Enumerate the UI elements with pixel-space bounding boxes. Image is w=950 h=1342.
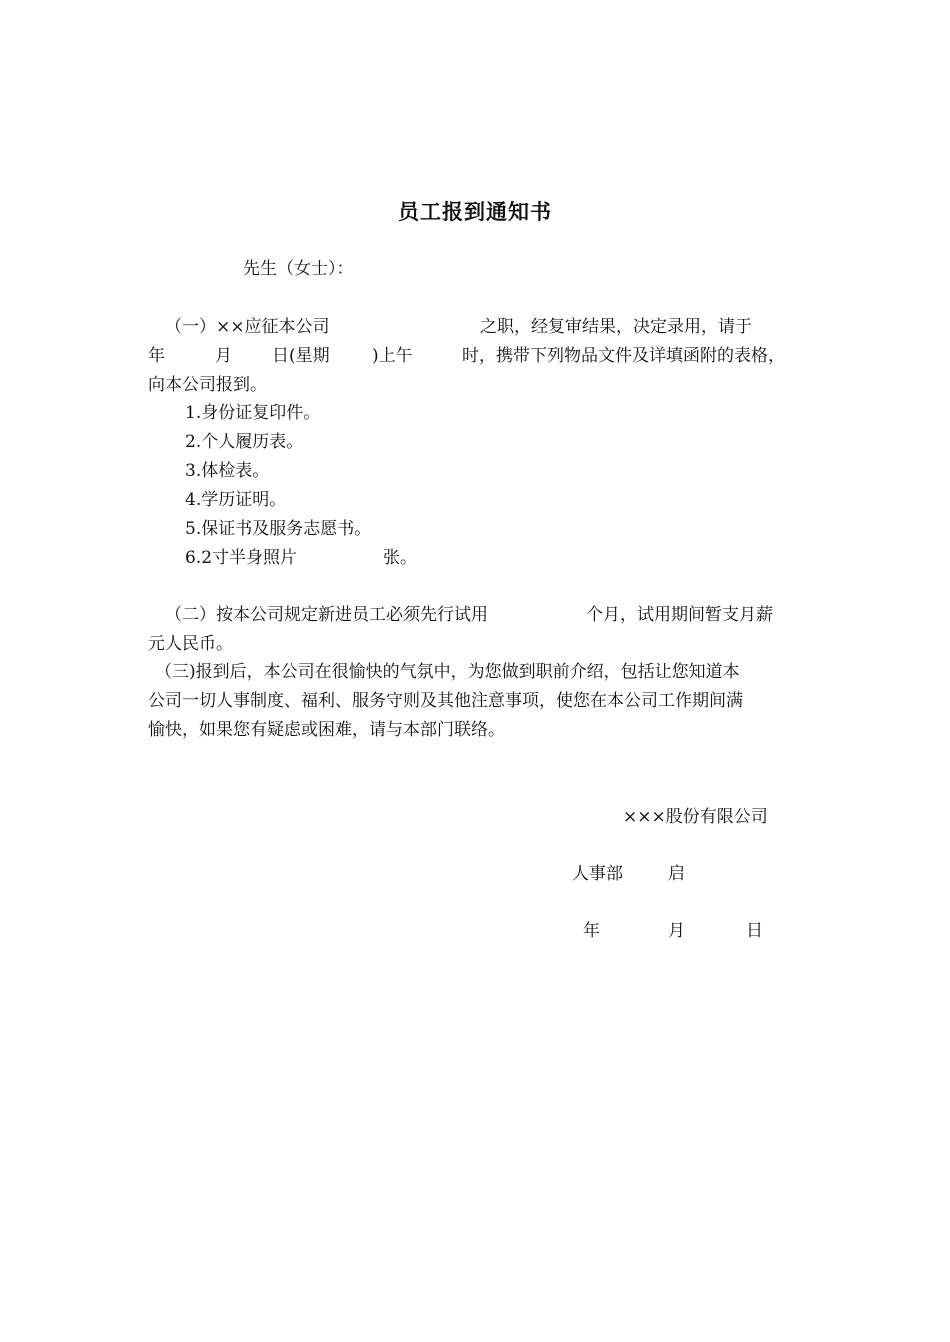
- document-title: 员工报到通知书: [398, 199, 552, 224]
- section3-line2: 公司一切人事制度、福利、服务守则及其他注意事项，使您在本公司工作期间满: [148, 691, 743, 711]
- signature-dept-suffix: 启: [668, 864, 685, 884]
- section3-line3: 愉快，如果您有疑虑或困难，请与本部门联络。: [148, 720, 505, 740]
- salutation: 先生（女士）：: [243, 259, 354, 279]
- section2-line1-start: （二）按本公司规定新进员工必须先行试用: [165, 605, 488, 625]
- list-item-suffix: 张。: [383, 548, 417, 568]
- list-item: 2.个人履历表。: [185, 432, 304, 452]
- section1-line1-start: （一）××应征本公司: [165, 317, 330, 337]
- list-item: 4.学历证明。: [185, 490, 287, 510]
- list-item: 1.身份证复印件。: [185, 403, 321, 423]
- section2-line1-end: 个月，试用期间暂支月薪: [586, 605, 773, 625]
- signature-date-year: 年: [583, 921, 600, 941]
- section1-line1-end: 之职，经复审结果，决定录用，请于: [480, 317, 752, 337]
- signature-date-day: 日: [746, 921, 763, 941]
- section1-am: )上午: [372, 346, 413, 366]
- signature-date-month: 月: [668, 921, 685, 941]
- section1-day: 日(星期: [272, 346, 330, 366]
- list-item: 5.保证书及服务志愿书。: [185, 519, 372, 539]
- section3-line1: （三)报到后，本公司在很愉快的气氛中，为您做到职前介绍，包括让您知道本: [155, 662, 740, 682]
- section1-line3: 向本公司报到。: [148, 375, 267, 395]
- section1-year: 年: [148, 346, 165, 366]
- signature-dept: 人事部: [572, 864, 623, 884]
- list-item: 3.体检表。: [185, 461, 270, 481]
- section1-month: 月: [215, 346, 232, 366]
- section1-rest: 时，携带下列物品文件及详填函附的表格，: [462, 346, 785, 366]
- section2-line2: 元人民币。: [148, 634, 233, 654]
- signature-company: ×××股份有限公司: [623, 807, 768, 827]
- list-item: 6.2寸半身照片: [185, 548, 298, 568]
